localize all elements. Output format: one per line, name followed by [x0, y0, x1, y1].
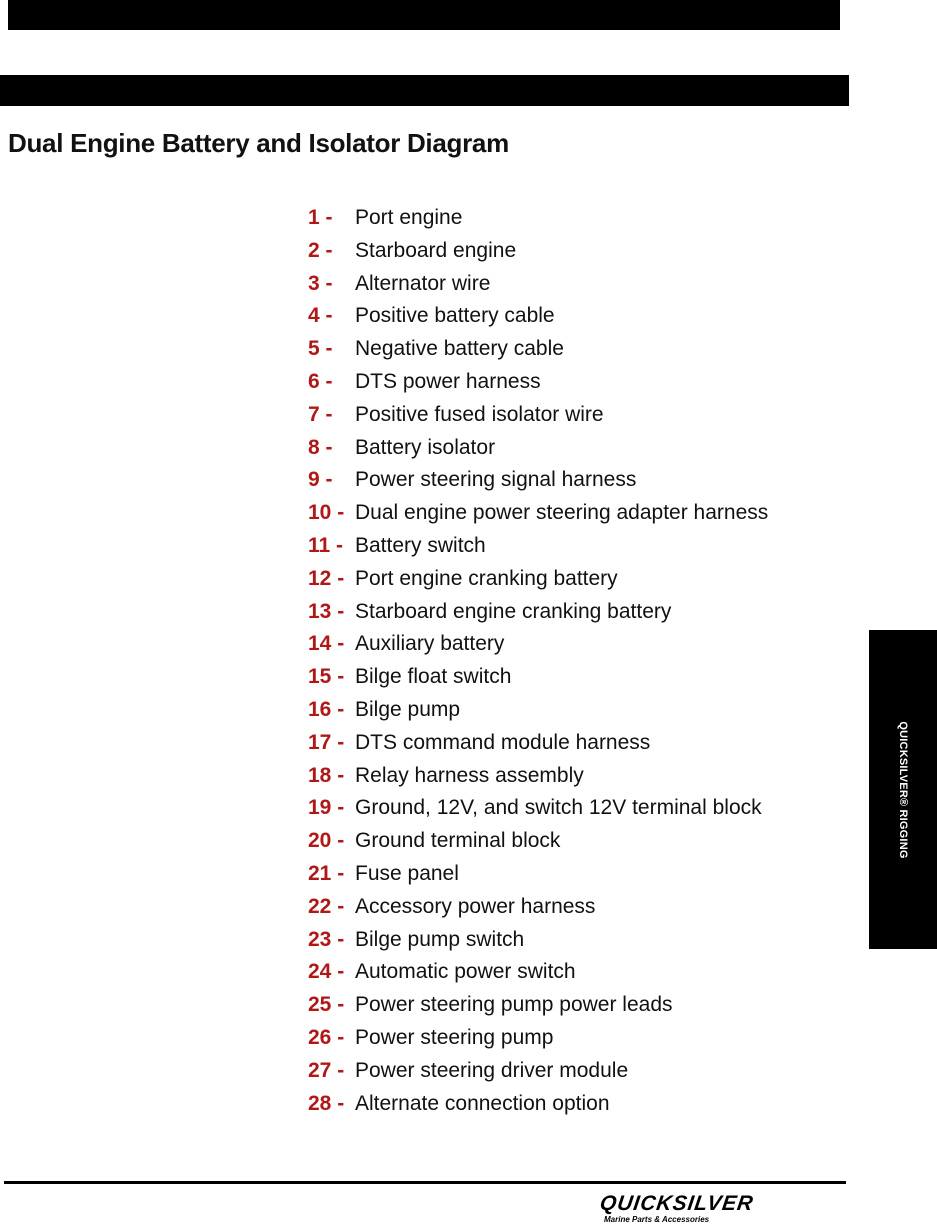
- legend-label: Dual engine power steering adapter harness: [355, 501, 769, 525]
- legend-item: [308, 563, 768, 596]
- legend-number: 23 -: [308, 927, 345, 951]
- legend-label: DTS power harness: [355, 369, 541, 393]
- legend-number: 28 -: [308, 1091, 345, 1115]
- legend-number: 13 -: [308, 599, 345, 623]
- legend-label: Power steering driver module: [355, 1058, 629, 1082]
- legend-label: Port engine cranking battery: [355, 566, 618, 590]
- legend-number: 25 -: [308, 993, 345, 1017]
- legend-label: Accessory power harness: [355, 894, 596, 918]
- legend-item: [308, 268, 768, 301]
- legend-item: [308, 628, 768, 661]
- legend-label: Starboard engine cranking battery: [355, 599, 672, 623]
- legend-label: Relay harness assembly: [355, 763, 584, 787]
- legend-label: Fuse panel: [355, 861, 459, 885]
- legend-label: DTS command module harness: [355, 730, 651, 754]
- legend-item: [308, 333, 768, 366]
- legend-label: Bilge pump: [355, 697, 461, 721]
- legend-number: 16 -: [308, 697, 345, 721]
- section-bar: [0, 75, 849, 106]
- legend-item: [308, 1022, 768, 1055]
- legend-item: [308, 858, 768, 891]
- footer-rule: [4, 1181, 846, 1184]
- legend-item: [308, 989, 768, 1022]
- legend-label: Power steering pump: [355, 1025, 554, 1049]
- legend-number: 12 -: [308, 566, 345, 590]
- legend-label: Negative battery cable: [355, 337, 564, 361]
- legend-label: Ground terminal block: [355, 829, 561, 853]
- legend-number: 6 -: [308, 369, 333, 393]
- legend-number: 22 -: [308, 894, 345, 918]
- legend-number: 15 -: [308, 665, 345, 689]
- legend-item: [308, 497, 768, 530]
- legend-item: [308, 891, 768, 924]
- legend-item: [308, 661, 768, 694]
- legend-label: Alternator wire: [355, 271, 491, 295]
- legend-item: [308, 300, 768, 333]
- legend-number: 4 -: [308, 304, 333, 328]
- quicksilver-logo: [600, 1193, 770, 1228]
- legend-label: Automatic power switch: [355, 960, 576, 984]
- legend-label: Alternate connection option: [355, 1091, 610, 1115]
- legend-item: [308, 596, 768, 629]
- legend-label: Positive fused isolator wire: [355, 402, 604, 426]
- page-title: Dual Engine Battery and Isolator Diagram: [8, 128, 509, 158]
- legend-number: 17 -: [308, 730, 345, 754]
- legend-item: [308, 432, 768, 465]
- legend-number: 11 -: [308, 533, 344, 557]
- legend-number: 9 -: [308, 468, 333, 492]
- legend-list: [308, 202, 768, 1120]
- legend-item: [308, 235, 768, 268]
- legend-number: 1 -: [308, 206, 333, 229]
- legend-number: 8 -: [308, 435, 333, 459]
- legend-label: Bilge float switch: [355, 665, 512, 689]
- legend-item: [308, 694, 768, 727]
- legend-label: Positive battery cable: [355, 304, 555, 328]
- legend-number: 18 -: [308, 763, 345, 787]
- legend-label: Starboard engine: [355, 238, 517, 262]
- legend-item: [308, 366, 768, 399]
- legend-number: 20 -: [308, 829, 345, 853]
- legend-item: [308, 760, 768, 793]
- legend-number: 2 -: [308, 238, 333, 262]
- legend-label: Bilge pump switch: [355, 927, 525, 951]
- legend-number: 26 -: [308, 1025, 345, 1049]
- side-tab: [869, 630, 937, 949]
- legend-item: [308, 727, 768, 760]
- legend-number: 3 -: [308, 271, 333, 295]
- header-bar: [8, 0, 840, 30]
- legend-label: Auxiliary battery: [355, 632, 505, 656]
- legend-item: [308, 924, 768, 957]
- legend-number: 14 -: [308, 632, 345, 656]
- legend-item: [308, 202, 768, 235]
- logo-wordmark: QUICKSILVER: [598, 1192, 756, 1215]
- legend-label: Port engine: [355, 206, 463, 229]
- legend-label: Battery isolator: [355, 435, 496, 459]
- legend-item: [308, 530, 768, 563]
- legend-number: 19 -: [308, 796, 345, 820]
- legend-item: [308, 464, 768, 497]
- legend-item: [308, 825, 768, 858]
- legend-number: 10 -: [308, 501, 345, 525]
- legend-item: [308, 956, 768, 989]
- legend-label: Power steering pump power leads: [355, 993, 673, 1017]
- legend-item: [308, 1088, 768, 1121]
- legend-item: [308, 399, 768, 432]
- legend-label: Battery switch: [355, 533, 486, 557]
- legend-item: [308, 1055, 768, 1088]
- legend-label: Ground, 12V, and switch 12V terminal block: [355, 796, 762, 820]
- legend-number: 24 -: [308, 960, 345, 984]
- legend-number: 21 -: [308, 861, 345, 885]
- legend-label: Power steering signal harness: [355, 468, 637, 492]
- legend-number: 27 -: [308, 1058, 345, 1082]
- legend-number: 7 -: [308, 402, 333, 426]
- logo-tagline: Marine Parts & Accessories: [604, 1215, 710, 1224]
- side-tab-label: QUICKSILVER® RIGGING: [897, 720, 909, 859]
- legend-number: 5 -: [308, 337, 333, 361]
- legend-item: [308, 792, 768, 825]
